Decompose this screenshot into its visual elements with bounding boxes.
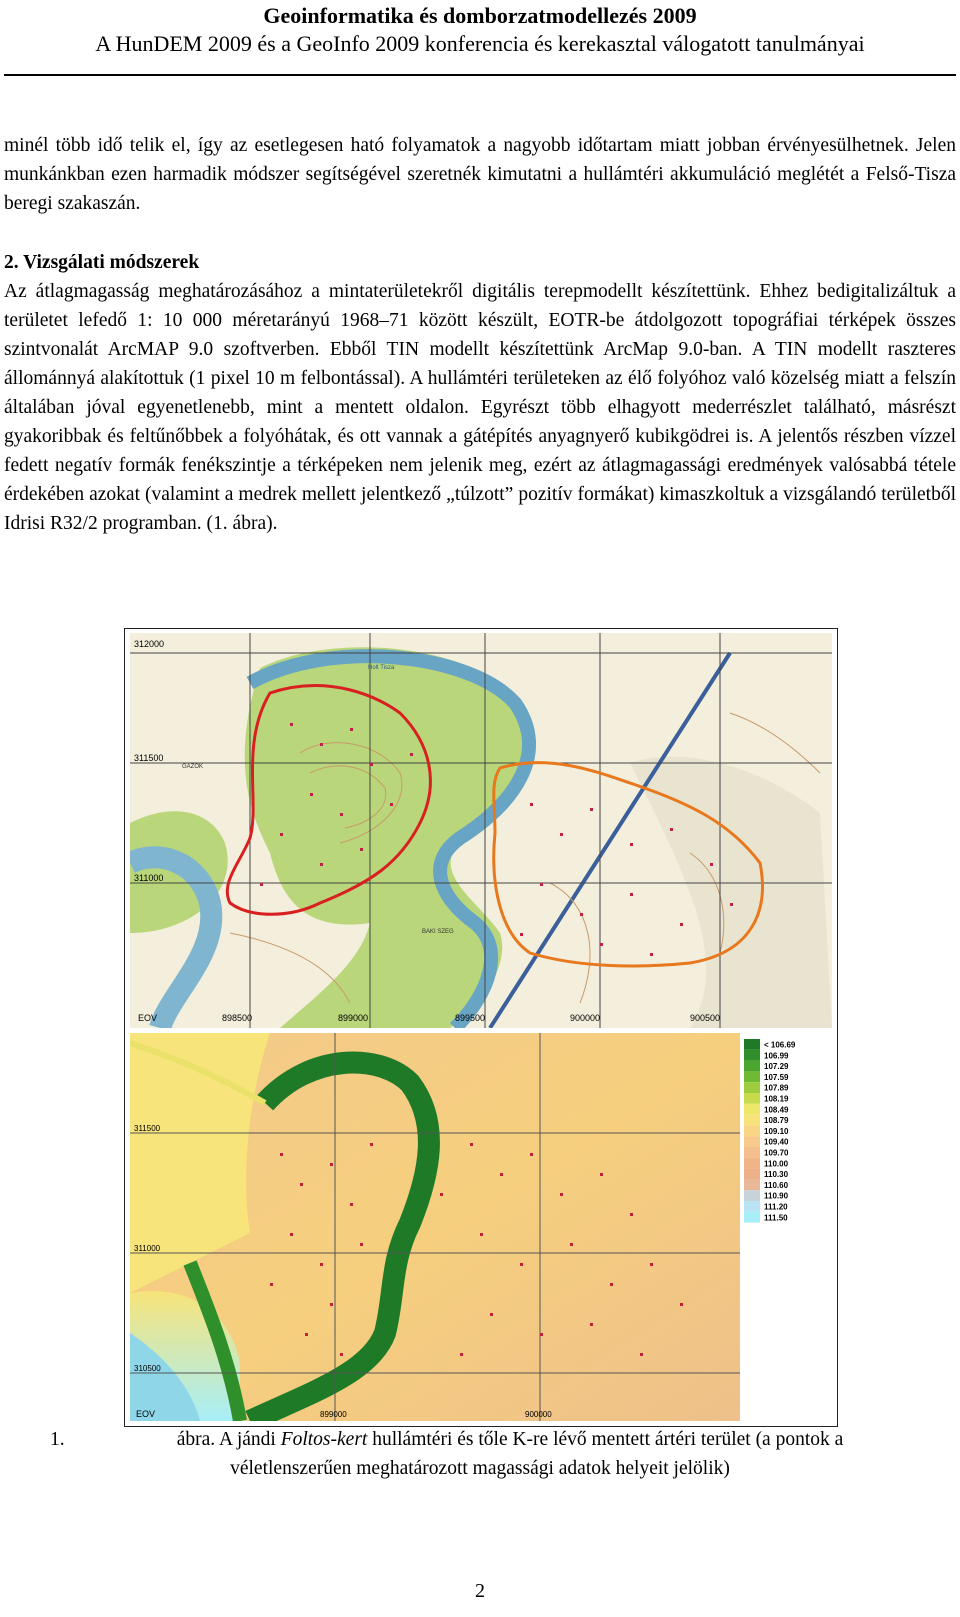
- y-label-312000: 312000: [134, 639, 165, 649]
- place-label-2: BAKI SZEG: [422, 929, 454, 935]
- place-label-1: GAZOK: [182, 764, 204, 770]
- figure-1: [124, 628, 838, 1427]
- caption-line-2: véletlenszerűen meghatározott magassági adatok helyeit jelölik): [230, 1458, 730, 1479]
- caption-line-1: [0, 1425, 960, 1454]
- legend-swatch: [744, 1190, 760, 1201]
- dem-y-label-310500: 310500: [134, 1364, 161, 1373]
- legend-swatch: [744, 1125, 760, 1136]
- section-title: 2. Vizsgálati módszerek: [4, 252, 200, 273]
- elevation-legend: [742, 1033, 832, 1233]
- page-number: 2: [475, 1580, 485, 1602]
- legend-swatch: [744, 1147, 760, 1158]
- river-label: Holt Tisza: [368, 665, 395, 671]
- legend-swatch: [744, 1212, 760, 1223]
- x-label-899000: 899000: [338, 1013, 369, 1023]
- legend-swatch: [744, 1061, 760, 1072]
- legend-label: 111.20: [764, 1202, 788, 1212]
- dem-x-label-900000: 900000: [525, 1410, 552, 1419]
- header-rule: [4, 74, 956, 76]
- legend-label: 110.00: [764, 1159, 789, 1169]
- legend-swatch: [744, 1158, 760, 1169]
- legend-label: 110.30: [764, 1170, 789, 1180]
- legend-swatch: [744, 1093, 760, 1104]
- caption-text-before: A jándi: [215, 1429, 281, 1450]
- section-paragraph: Az átlagmagasság meghatározásához a mintaterületekről digitális terepmodellt készítettünk. Ehhez bedigitalizáltuk a területet lefedő 1: 10 000 méretarányú 1968–71 között készült, EOTR-be átdolgozott topográfiai térképek összes szintvonalát ArcMAP 9.0 szoftverben. Ebből TIN modellt készítettünk ArcMap 9.0-ban. A TIN modellt raszteres állománnyá alakítottuk (1 pixel 10 m felbontással). A hullámtéri területeken az élő folyóhoz való közelség miatt a felszín általában jóval egyenetlenebb, mint a mentett oldalon. Egyrészt több elhagyott mederrészlet található, másrészt gyakoribbak és feltűnőbbek a folyóhátak, és ott vannak a gátépítés anyagnyerő kubikgödrei is. A jelentős részben vízzel fedett negatív formák fenékszintje a térképeken nem jelenik meg, ezért az átlagmagassági eredmények valósabbá tétele érdekében azokat (valamint a medrek mellett jelentkező „túlzott” pozitív formákat) kimaszkoltuk a vizsgálandó területből Idrisi R32/2 programban. (1. ábra).: [4, 281, 956, 534]
- legend-label: 107.29: [764, 1062, 789, 1072]
- running-header: [0, 0, 960, 58]
- caption-label: ábra.: [176, 1429, 216, 1450]
- header-title: Geoinformatika és domborzatmodellezés 2009: [263, 3, 697, 28]
- legend-label: 110.60: [764, 1180, 789, 1190]
- topographic-map: [130, 633, 832, 1028]
- legend-swatch: [744, 1071, 760, 1082]
- dem-x-label-899000: 899000: [320, 1410, 347, 1419]
- dem-y-label-311000: 311000: [134, 1244, 161, 1253]
- legend-swatch: [744, 1050, 760, 1061]
- legend-label: 108.79: [764, 1116, 789, 1126]
- paragraph-1: minél több idő telik el, így az esetlegesen ható folyamatok a nagyobb időtartam miatt jobban érvényesülhetnek. Jelen munkánkban ezen harmadik módszer segítségével szeretnék kimutatni a hullámtéri akkumuláció meglétét a Felső-Tisza beregi szakaszán.: [4, 135, 956, 214]
- legend-label: 110.90: [764, 1191, 789, 1201]
- dem-y-label-311500: 311500: [134, 1124, 161, 1133]
- eov-label: EOV: [138, 1013, 158, 1023]
- legend-label: 107.89: [764, 1083, 789, 1093]
- legend-label: 111.50: [764, 1213, 788, 1223]
- legend-swatch: [744, 1201, 760, 1212]
- dem-eov-label: EOV: [136, 1409, 156, 1419]
- y-label-311000: 311000: [134, 873, 164, 883]
- legend-swatch: [744, 1115, 760, 1126]
- legend-swatch: [744, 1082, 760, 1093]
- section-body: [4, 277, 956, 538]
- legend-label: 108.19: [764, 1094, 789, 1104]
- figure-caption: [0, 1425, 960, 1483]
- x-label-899500: 899500: [455, 1013, 486, 1023]
- legend-label: 106.99: [764, 1051, 789, 1061]
- x-label-900500: 900500: [690, 1013, 721, 1023]
- dem-map: [130, 1033, 832, 1421]
- x-label-900000: 900000: [570, 1013, 601, 1023]
- legend-label: 107.59: [764, 1072, 789, 1082]
- legend-label: 109.10: [764, 1126, 789, 1136]
- caption-italic: Foltos-kert: [280, 1429, 368, 1450]
- caption-text-after: hullámtéri és tőle K-re lévő mentett ártéri terület (a pontok a: [367, 1429, 844, 1450]
- legend-swatch: [744, 1136, 760, 1147]
- y-label-311500: 311500: [134, 753, 164, 763]
- legend-swatch: [744, 1179, 760, 1190]
- legend-swatch: [744, 1104, 760, 1115]
- paragraph-continuation: [4, 131, 956, 218]
- legend-label: < 106.69: [764, 1040, 796, 1050]
- legend-swatch: [744, 1169, 760, 1180]
- legend-swatch: [744, 1039, 760, 1050]
- legend-label: 109.70: [764, 1148, 789, 1158]
- x-label-898500: 898500: [222, 1013, 253, 1023]
- legend-label: 109.40: [764, 1137, 789, 1147]
- legend-label: 108.49: [764, 1105, 789, 1115]
- header-subtitle: A HunDEM 2009 és a GeoInfo 2009 konferencia és kerekasztal válogatott tanulmányai: [95, 31, 865, 56]
- caption-number: 1.: [50, 1429, 65, 1450]
